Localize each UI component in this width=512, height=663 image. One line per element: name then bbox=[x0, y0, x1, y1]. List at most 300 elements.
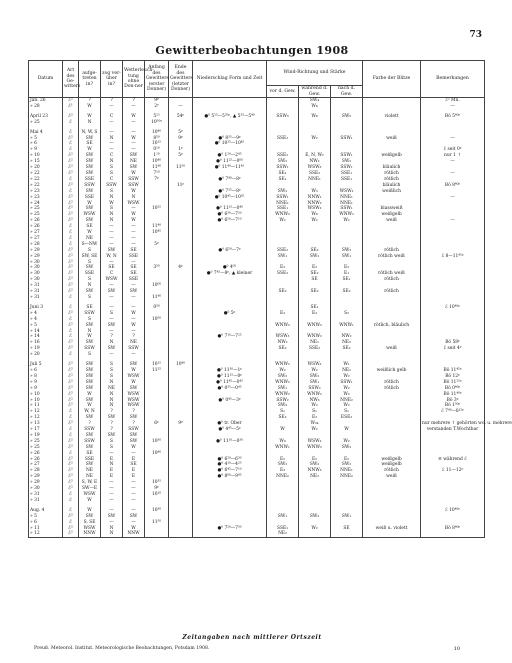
cell-farbe: weißlich bbox=[363, 189, 421, 195]
cell-anfang: 10⁴⁰ bbox=[145, 159, 169, 165]
cell-gezogen: ? bbox=[101, 334, 123, 340]
cell-aufgetreten: SSE bbox=[79, 195, 101, 201]
cell-wind-nach: SE bbox=[331, 526, 363, 532]
cell-gezogen: N bbox=[101, 462, 123, 468]
cell-wetterleuchten: SE bbox=[123, 271, 145, 277]
cell-gezogen: SW bbox=[101, 289, 123, 295]
cell-wind-waehrend: SW₂ bbox=[299, 462, 331, 468]
cell-wind-nach: SSW₁ bbox=[331, 380, 363, 386]
cell-anfang: 11⁴⁰ bbox=[145, 224, 169, 230]
cell-gezogen: N bbox=[101, 340, 123, 346]
header-wind-group: Wind-Richtung und Stärke bbox=[267, 61, 363, 86]
cell-art: ℰ² bbox=[63, 421, 79, 427]
cell-gezogen: — bbox=[101, 260, 123, 266]
cell-gezogen: E bbox=[101, 474, 123, 480]
cell-art: ℰ bbox=[63, 451, 79, 457]
cell-wetterleuchten: N bbox=[123, 195, 145, 201]
cell-datum: » 31 bbox=[29, 289, 63, 295]
cell-wind-vor: S₁ bbox=[267, 409, 299, 415]
cell-gezogen: SW bbox=[101, 415, 123, 421]
cell-gezogen: E bbox=[101, 457, 123, 463]
cell-aufgetreten: SE bbox=[79, 141, 101, 147]
cell-gezogen: — bbox=[101, 242, 123, 248]
cell-wind-vor: NNE₁ bbox=[267, 201, 299, 207]
cell-datum: » 29 bbox=[29, 480, 63, 486]
cell-datum: » 15 bbox=[29, 159, 63, 165]
cell-wetterleuchten: — bbox=[123, 283, 145, 289]
cell-gezogen: — bbox=[101, 224, 123, 230]
table-header bbox=[29, 61, 485, 98]
cell-wind-nach: SE₂ bbox=[331, 346, 363, 352]
cell-aufgetreten: SW bbox=[79, 218, 101, 224]
cell-ende: — bbox=[169, 104, 193, 110]
cell-art: ℰ bbox=[63, 415, 79, 421]
cell-wind-vor: WNW₂ bbox=[267, 392, 299, 398]
cell-datum: » 4 bbox=[29, 317, 63, 323]
cell-bemerkungen: — bbox=[421, 195, 485, 201]
cell-niederschlag: ●⁰ 11¹⁵—0ᵖ bbox=[193, 374, 267, 380]
cell-wind-nach: SSE₁ bbox=[331, 177, 363, 183]
cell-wind-waehrend: W₂ bbox=[299, 218, 331, 224]
cell-art: ℰ² bbox=[63, 136, 79, 142]
cell-aufgetreten: W bbox=[79, 498, 101, 504]
cell-bemerkungen: — bbox=[421, 218, 485, 224]
cell-bemerkungen: Bö 0⁴⁰ᵖ bbox=[421, 386, 485, 392]
cell-wind-waehrend: WSW₃ bbox=[299, 362, 331, 368]
cell-aufgetreten: NE bbox=[79, 236, 101, 242]
cell-wetterleuchten: W bbox=[123, 136, 145, 142]
cell-wind-waehrend: W₈ bbox=[299, 212, 331, 218]
cell-wind-waehrend: W₃ bbox=[299, 189, 331, 195]
cell-gezogen: — bbox=[101, 520, 123, 526]
cell-wind-waehrend: SSW₂ bbox=[299, 386, 331, 392]
cell-wind-nach: SW₂ bbox=[331, 159, 363, 165]
cell-art: ℰ bbox=[63, 236, 79, 242]
cell-wind-nach: NNE₂ bbox=[331, 398, 363, 404]
cell-wind-nach: NNE₁ bbox=[331, 195, 363, 201]
cell-wind-vor: SSE₁ bbox=[267, 206, 299, 212]
cell-gezogen: S bbox=[101, 189, 123, 195]
footer-source: Preuß. Meteorol. Institut. Meteorologische Beobachtungen, Potsdam 1908. bbox=[34, 646, 210, 651]
header-niederschlag: Niederschlag Form und Zeit bbox=[193, 61, 267, 98]
cell-niederschlag: ●⁰ 10⁴⁵—10⁵⁵ bbox=[193, 195, 267, 201]
cell-datum: Mai 4 bbox=[29, 130, 63, 136]
cell-wind-nach: E₂ bbox=[331, 457, 363, 463]
cell-wind-waehrend: SE bbox=[299, 277, 331, 283]
cell-niederschlag: ●⁰ 7²⁰—7⁵⁰ bbox=[193, 526, 267, 532]
cell-wetterleuchten: — bbox=[123, 260, 145, 266]
cell-gezogen: NE bbox=[101, 386, 123, 392]
cell-datum: » 28 bbox=[29, 242, 63, 248]
cell-anfang: 1¹⁰ bbox=[145, 153, 169, 159]
cell-art: ℰ² bbox=[63, 474, 79, 480]
cell-ende: 11⁵⁰ bbox=[169, 165, 193, 171]
cell-wetterleuchten: W bbox=[123, 212, 145, 218]
cell-wind-vor: SSE₂ bbox=[267, 136, 299, 142]
cell-anfang: 10²⁵ bbox=[145, 206, 169, 212]
cell-wind-vor: SSW₂ bbox=[267, 398, 299, 404]
cell-aufgetreten: SW bbox=[79, 445, 101, 451]
cell-wind-nach: W₂ bbox=[331, 386, 363, 392]
cell-wetterleuchten: E bbox=[123, 474, 145, 480]
cell-gezogen: SW bbox=[101, 433, 123, 439]
cell-ende bbox=[169, 531, 193, 537]
cell-wetterleuchten: SW bbox=[123, 362, 145, 368]
cell-datum: » 30 bbox=[29, 271, 63, 277]
page-title: Gewitterbeobachtungen 1908 bbox=[155, 44, 349, 57]
cell-wind-waehrend: NNW₁ bbox=[299, 195, 331, 201]
cell-wind-vor: WNW₂ bbox=[267, 362, 299, 368]
cell-wind-nach bbox=[331, 531, 363, 537]
cell-wetterleuchten: — bbox=[123, 206, 145, 212]
cell-gezogen: SW bbox=[101, 346, 123, 352]
cell-gezogen: S bbox=[101, 362, 123, 368]
cell-niederschlag: ●⁰ 4⁴⁵—5ᵖ bbox=[193, 427, 267, 433]
cell-farbe: violett bbox=[363, 114, 421, 120]
cell-anfang: 11²⁵ bbox=[145, 368, 169, 374]
cell-wind-vor: SSW₃ bbox=[267, 114, 299, 120]
cell-farbe: weiß bbox=[363, 136, 421, 142]
cell-gezogen: S bbox=[101, 311, 123, 317]
cell-datum: Juli 5 bbox=[29, 362, 63, 368]
cell-aufgetreten: W bbox=[79, 334, 101, 340]
cell-art: ℰ² bbox=[63, 531, 79, 537]
cell-wind-vor: SSE₁ bbox=[267, 526, 299, 532]
cell-art: ℰ² bbox=[63, 248, 79, 254]
cell-wind-waehrend: WNW₂ bbox=[299, 323, 331, 329]
cell-wind-waehrend: WNW₂ bbox=[299, 334, 331, 340]
cell-art: ℰ bbox=[63, 352, 79, 358]
cell-bemerkungen: — bbox=[421, 104, 485, 110]
cell-aufgetreten: W bbox=[79, 508, 101, 514]
cell-aufgetreten: SW bbox=[79, 265, 101, 271]
cell-niederschlag: ●⁰ 6⁵⁰—7¹⁰ bbox=[193, 218, 267, 224]
cell-wetterleuchten: SE bbox=[123, 462, 145, 468]
cell-datum: » 23 bbox=[29, 189, 63, 195]
cell-farbe: weißlich gelb bbox=[363, 368, 421, 374]
cell-art: ℰ² bbox=[63, 462, 79, 468]
header-anfang: Anfang des Gewitters (erster Donner) bbox=[145, 61, 169, 98]
cell-wind-nach: SSW₁ bbox=[331, 136, 363, 142]
cell-aufgetreten: ? bbox=[79, 98, 101, 104]
header-bemerkungen: Bemerkungen bbox=[421, 61, 485, 98]
cell-wind-waehrend: WNW₂ bbox=[299, 392, 331, 398]
cell-gezogen: ? bbox=[101, 98, 123, 104]
cell-wetterleuchten: SSE bbox=[123, 277, 145, 283]
cell-niederschlag: ●⁰ 7⁴⁰—8ᵖ bbox=[193, 177, 267, 183]
cell-gezogen: C bbox=[101, 271, 123, 277]
cell-art: ℰ bbox=[63, 334, 79, 340]
cell-wind-nach: WNW₂ bbox=[331, 212, 363, 218]
cell-art: ℰ bbox=[63, 141, 79, 147]
cell-art: ℰ² bbox=[63, 159, 79, 165]
cell-wetterleuchten: ? bbox=[123, 421, 145, 427]
cell-wind-vor: SE₂ bbox=[267, 289, 299, 295]
cell-art: ℰ² bbox=[63, 218, 79, 224]
cell-gezogen: N bbox=[101, 380, 123, 386]
cell-niederschlag: ●⁰ 1²⁰—2⁴⁵ bbox=[193, 153, 267, 159]
cell-wind-waehrend: NNW₂ bbox=[299, 201, 331, 207]
cell-anfang: 9ᵖ bbox=[145, 98, 169, 104]
cell-wind-waehrend: SW₂ bbox=[299, 254, 331, 260]
cell-gezogen: — bbox=[101, 305, 123, 311]
cell-wind-nach: SW₁ bbox=[331, 254, 363, 260]
cell-aufgetreten: SSW bbox=[79, 346, 101, 352]
cell-art: ℰ bbox=[63, 120, 79, 126]
cell-wetterleuchten: SW bbox=[123, 165, 145, 171]
cell-art: ℰ² bbox=[63, 195, 79, 201]
cell-wind-waehrend: S₁ bbox=[299, 409, 331, 415]
cell-datum: » 9 bbox=[29, 380, 63, 386]
cell-wind-nach: WSW₂ bbox=[331, 189, 363, 195]
cell-wind-vor: E₂ bbox=[267, 311, 299, 317]
cell-farbe: weiß bbox=[363, 218, 421, 224]
cell-art: ℰ bbox=[63, 224, 79, 230]
cell-wind-nach: W₁ bbox=[331, 362, 363, 368]
cell-gezogen: S bbox=[101, 165, 123, 171]
cell-ende: 5ᵖ bbox=[169, 130, 193, 136]
cell-farbe: bläulich bbox=[363, 183, 421, 189]
cell-wetterleuchten: SW bbox=[123, 386, 145, 392]
cell-datum: » 8 bbox=[29, 374, 63, 380]
cell-datum: » 26 bbox=[29, 457, 63, 463]
cell-datum: » 10 bbox=[29, 153, 63, 159]
cell-art: ℰ² bbox=[63, 486, 79, 492]
cell-gezogen: WSW bbox=[101, 277, 123, 283]
cell-gezogen: E bbox=[101, 468, 123, 474]
cell-wind-waehrend: SSE₂ bbox=[299, 171, 331, 177]
cell-art: ℰ² bbox=[63, 323, 79, 329]
cell-bemerkungen: — bbox=[421, 171, 485, 177]
header-farbe: Farbe der Blitze bbox=[363, 61, 421, 98]
cell-aufgetreten: W bbox=[79, 104, 101, 110]
cell-farbe: weiß bbox=[363, 474, 421, 480]
cell-wetterleuchten: — bbox=[123, 230, 145, 236]
cell-wind-vor: WNW₂ bbox=[267, 323, 299, 329]
cell-wetterleuchten: — bbox=[123, 236, 145, 242]
cell-wind-nach: W₂ bbox=[331, 218, 363, 224]
cell-anfang: 7¹⁰ bbox=[145, 171, 169, 177]
cell-bemerkungen: — bbox=[421, 159, 485, 165]
cell-wind-waehrend: NW₂ bbox=[299, 159, 331, 165]
cell-aufgetreten: N bbox=[79, 120, 101, 126]
cell-datum: » 20 bbox=[29, 352, 63, 358]
cell-anfang: 10¹⁵ bbox=[145, 362, 169, 368]
cell-bemerkungen: Bö 3ᵖ bbox=[421, 398, 485, 404]
cell-art: ℰ bbox=[63, 295, 79, 301]
cell-gezogen: — bbox=[101, 147, 123, 153]
cell-wind-waehrend: W₂ bbox=[299, 526, 331, 532]
cell-aufgetreten: SSE bbox=[79, 177, 101, 183]
cell-wetterleuchten: — bbox=[123, 120, 145, 126]
cell-anfang: 10⁴⁰ bbox=[145, 451, 169, 457]
cell-aufgetreten: SW bbox=[79, 374, 101, 380]
cell-aufgetreten: S—NW bbox=[79, 242, 101, 248]
cell-art: ℰ² bbox=[63, 277, 79, 283]
cell-ende: 54ᵖ bbox=[169, 114, 193, 120]
cell-art: ℰ² bbox=[63, 526, 79, 532]
cell-gezogen: W, N bbox=[101, 254, 123, 260]
cell-art: ℰ² bbox=[63, 392, 79, 398]
cell-anfang: 10⁴⁰ bbox=[145, 130, 169, 136]
cell-wind-waehrend bbox=[299, 531, 331, 537]
cell-bemerkungen: Bö 11⁴⁰ᵃ bbox=[421, 392, 485, 398]
cell-farbe: rötlich bbox=[363, 177, 421, 183]
cell-aufgetreten: S, W, E bbox=[79, 480, 101, 486]
cell-gezogen: — bbox=[101, 120, 123, 126]
cell-gezogen: C bbox=[101, 114, 123, 120]
cell-farbe: rötlich weiß bbox=[363, 254, 421, 260]
cell-wind-waehrend: NE₂ bbox=[299, 474, 331, 480]
cell-aufgetreten: S, SE bbox=[79, 520, 101, 526]
cell-farbe: rötlich bbox=[363, 380, 421, 386]
cell-ende: 9ᵖ bbox=[169, 136, 193, 142]
cell-wind-vor: E₂ bbox=[267, 457, 299, 463]
cell-art: ℰ bbox=[63, 492, 79, 498]
cell-wind-nach: NNE₂ bbox=[331, 474, 363, 480]
cell-wind-waehrend: W₂ bbox=[299, 427, 331, 433]
cell-wind-nach: NE₂ bbox=[331, 340, 363, 346]
cell-wind-vor: SSW₁ bbox=[267, 195, 299, 201]
cell-bemerkungen: verstanden T.Wochtbar bbox=[421, 427, 485, 433]
cell-datum: » 14 bbox=[29, 329, 63, 335]
cell-farbe: rötlich bbox=[363, 386, 421, 392]
cell-aufgetreten: S bbox=[79, 317, 101, 323]
cell-datum: » 31 bbox=[29, 283, 63, 289]
cell-gezogen: — bbox=[101, 480, 123, 486]
cell-aufgetreten: N bbox=[79, 329, 101, 335]
cell-wind-waehrend: SW₄ bbox=[299, 98, 331, 104]
cell-wetterleuchten: SW bbox=[123, 153, 145, 159]
observations-table-wrap bbox=[28, 60, 512, 538]
cell-wind-nach: W₂ bbox=[331, 392, 363, 398]
cell-datum: » 28 bbox=[29, 468, 63, 474]
cell-aufgetreten: W, N bbox=[79, 409, 101, 415]
cell-datum: » 11 bbox=[29, 403, 63, 409]
cell-aufgetreten: SW bbox=[79, 386, 101, 392]
cell-aufgetreten: SW bbox=[79, 398, 101, 404]
cell-datum: » 4 bbox=[29, 311, 63, 317]
cell-art: ℰ bbox=[63, 520, 79, 526]
cell-ende: 10⁴⁰ bbox=[169, 362, 193, 368]
cell-niederschlag: ●⁰ 7³⁵—8ᵖ bbox=[193, 189, 267, 195]
cell-art: ℰ² bbox=[63, 468, 79, 474]
cell-wind-nach: S₂ bbox=[331, 311, 363, 317]
cell-aufgetreten: SW bbox=[79, 340, 101, 346]
cell-wetterleuchten: SW bbox=[123, 289, 145, 295]
cell-wetterleuchten: W bbox=[123, 445, 145, 451]
cell-farbe: bläulich bbox=[363, 165, 421, 171]
cell-aufgetreten: NE bbox=[79, 474, 101, 480]
cell-aufgetreten: WSW bbox=[79, 526, 101, 532]
cell-ende: 5ᵖ bbox=[169, 153, 193, 159]
cell-wind-nach: SSW₁ bbox=[331, 206, 363, 212]
cell-aufgetreten: SSW bbox=[79, 439, 101, 445]
cell-gezogen: — bbox=[101, 295, 123, 301]
cell-bemerkungen: ℰ 11—12ᵖ bbox=[421, 468, 485, 474]
cell-wind-waehrend: SW₁ bbox=[299, 380, 331, 386]
cell-datum: » 25 bbox=[29, 445, 63, 451]
cell-ende: 4ᵖ bbox=[169, 265, 193, 271]
table-body bbox=[29, 98, 512, 538]
cell-gezogen: N bbox=[101, 159, 123, 165]
cell-wind-nach: ESE₂ bbox=[331, 415, 363, 421]
cell-wetterleuchten: — bbox=[123, 508, 145, 514]
cell-wind-vor: W₀ bbox=[267, 439, 299, 445]
cell-art: ℰ² bbox=[63, 165, 79, 171]
header-wetterleuchten: Wetterleuch-tung ohne Don-ner bbox=[123, 61, 145, 98]
cell-bemerkungen: nur 1 ↑ bbox=[421, 153, 485, 159]
cell-anfang: 10¹⁵ bbox=[145, 141, 169, 147]
cell-wind-vor: W₂ bbox=[267, 218, 299, 224]
cell-niederschlag: ●⁰ 6⁵⁰—7ᵖ bbox=[193, 248, 267, 254]
cell-aufgetreten: S bbox=[79, 277, 101, 283]
cell-anfang: 10³⁵ bbox=[145, 480, 169, 486]
cell-aufgetreten: W bbox=[79, 230, 101, 236]
cell-aufgetreten: S bbox=[79, 248, 101, 254]
cell-farbe: weiß u. violett bbox=[363, 526, 421, 532]
cell-wind-waehrend: E₂ bbox=[299, 457, 331, 463]
cell-gezogen: S bbox=[101, 445, 123, 451]
cell-wind-vor: SW₂ bbox=[267, 462, 299, 468]
cell-wind-nach: SW₅ bbox=[331, 114, 363, 120]
cell-gezogen: ? bbox=[101, 427, 123, 433]
cell-farbe: weißgelb bbox=[363, 212, 421, 218]
cell-datum: » 27 bbox=[29, 462, 63, 468]
cell-wetterleuchten: SW bbox=[123, 415, 145, 421]
cell-wetterleuchten: — bbox=[123, 520, 145, 526]
cell-bemerkungen: ≡ während ℰ bbox=[421, 457, 485, 463]
cell-bemerkungen: Bö 5⁴⁰ᵖ bbox=[421, 114, 485, 120]
cell-wind-nach: W₂ bbox=[331, 403, 363, 409]
cell-gezogen: N bbox=[101, 136, 123, 142]
cell-gezogen: — bbox=[101, 352, 123, 358]
table-row bbox=[29, 531, 485, 537]
cell-datum: » 14 bbox=[29, 334, 63, 340]
cell-wind-waehrend: W₂ bbox=[299, 403, 331, 409]
cell-datum: » 31 bbox=[29, 295, 63, 301]
cell-farbe: weißgelb bbox=[363, 153, 421, 159]
cell-datum: » 5 bbox=[29, 514, 63, 520]
cell-wind-vor: SSE₂ bbox=[267, 271, 299, 277]
cell-farbe: blassweiß bbox=[363, 206, 421, 212]
cell-datum: » 31 bbox=[29, 498, 63, 504]
cell-bemerkungen: nur mehrere ↑ gehörten wo. u. mehrere bbox=[422, 421, 512, 427]
cell-datum: » 13 bbox=[29, 421, 63, 427]
cell-wind-waehrend: SE₁ bbox=[299, 305, 331, 311]
cell-farbe: weiß bbox=[363, 346, 421, 352]
cell-art: ℰ bbox=[63, 498, 79, 504]
cell-anfang: 9ᵖ bbox=[145, 486, 169, 492]
cell-niederschlag: ●⁰ 8⁰⁰—9⁰⁵ bbox=[193, 474, 267, 480]
cell-aufgetreten: SW bbox=[79, 415, 101, 421]
cell-datum: » 12 bbox=[29, 415, 63, 421]
cell-anfang: 5¹⁵ bbox=[145, 114, 169, 120]
cell-gezogen: S bbox=[101, 206, 123, 212]
cell-aufgetreten: SW bbox=[79, 289, 101, 295]
cell-datum: » 25 bbox=[29, 120, 63, 126]
cell-gezogen: — bbox=[101, 130, 123, 136]
cell-wetterleuchten: — bbox=[123, 305, 145, 311]
cell-wind-vor: SW₁ bbox=[267, 514, 299, 520]
cell-art: ℰ² bbox=[63, 289, 79, 295]
cell-aufgetreten: NE bbox=[79, 468, 101, 474]
cell-art: ℰ² bbox=[63, 380, 79, 386]
cell-datum: » 5 bbox=[29, 136, 63, 142]
cell-wetterleuchten: W bbox=[123, 368, 145, 374]
cell-wetterleuchten: W bbox=[123, 218, 145, 224]
cell-wetterleuchten: — bbox=[123, 352, 145, 358]
